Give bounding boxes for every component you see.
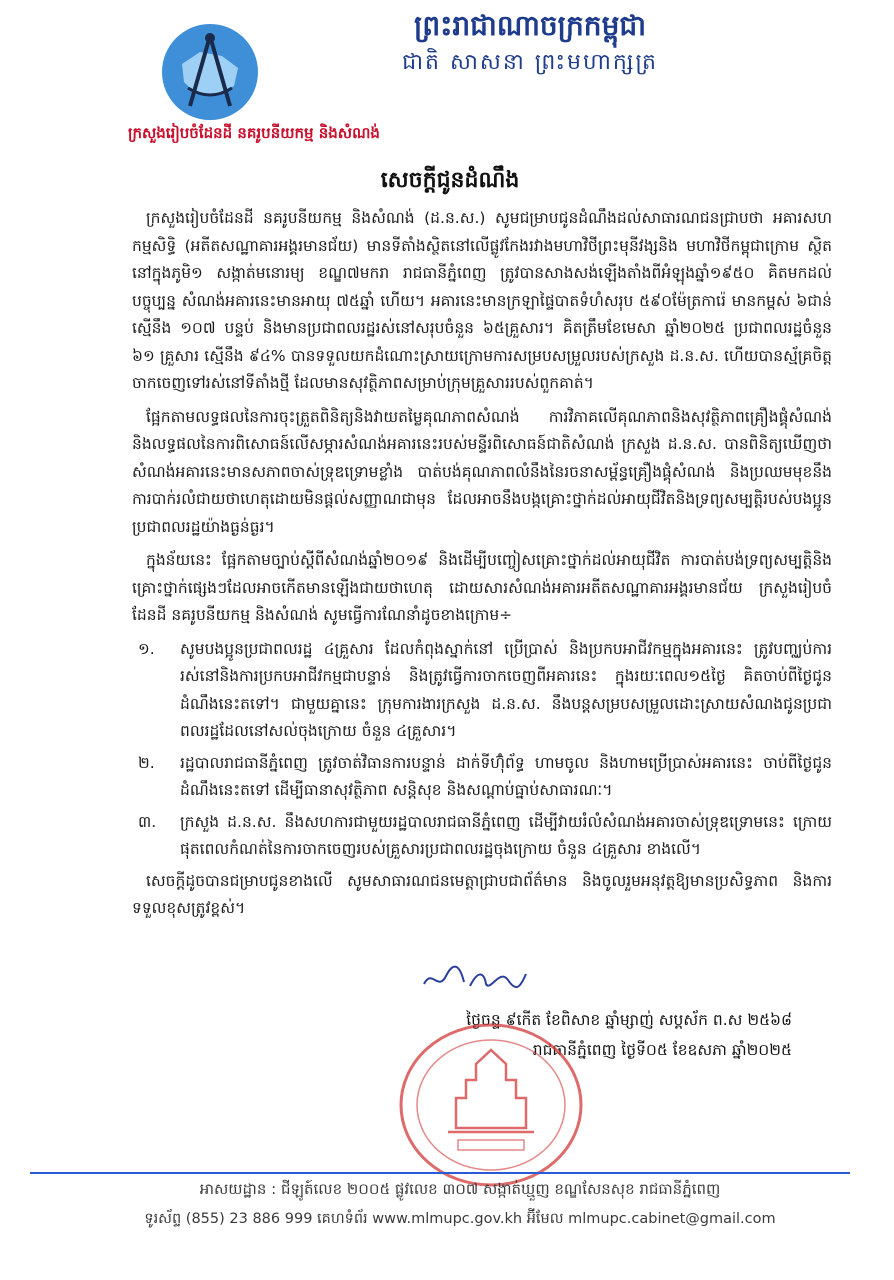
footer-contact: ទូរស័ព្ទ (855) 23 886 999 គេហទំព័រ www.mlmupc.gov.kh អ៊ីមែល mlmupc.cabinet@gmail.com: [144, 1211, 776, 1227]
paragraph-intro: ក្រសួងរៀបចំដែនដី នគរូបនីយកម្ម និងសំណង់ (ដ.ន.ស.) សូមជម្រាបជូនដំណឹងដល់សាធារណជនជ្រាបថា អគារសហកម្មសិទ្ធិ (អតីតសណ្ឋាគារអង្គរមានជ័យ) មានទីតាំងស្ថិតនៅលើផ្លូវកែងរវាងមហាវិថីព្រះមុនីវង្សនិង មហាវិថីកម្ពុជាក្រោម ស្ថិតនៅក្នុងភូមិ១ សង្កាត់មនោរម្យ ខណ្ឌ៧មករា រាជធានីភ្នំពេញ ត្រូវបានសាងសង់ឡើងតាំងពីអំឡុងឆ្នាំ១៩៥០ គិតមកដល់បច្ចុប្បន្ន សំណង់អគារនេះមានអាយុ ៧៥ឆ្នាំ ហើយ។ អគារនេះមានក្រឡាផ្ទៃបាតទំហំសរុប ៥៩០ម៉ែត្រការ៉េ មានកម្ពស់ ៦ជាន់ ស្មើនឹង ១០៧ បន្ទប់ និងមានប្រជាពលរដ្ឋរស់នៅសរុបចំនួន ៦៥គ្រួសារ។ គិតត្រឹមខែមេសា ឆ្នាំ២០២៥ ប្រជាពលរដ្ឋចំនួន ៦១ គ្រួសារ ស្មើនឹង ៩៤% បានទទួលយកដំណោះស្រាយក្រោមការសម្របសម្រួលរបស់ក្រសួង ដ.ន.ស. ហើយបានស្ម័គ្រចិត្តចាកចេញទៅរស់នៅទីតាំងថ្មី ដែលមានសុវត្ថិភាពសម្រាប់ក្រុមគ្រួសាររបស់ពួកគាត់។: [132, 209, 832, 392]
solar-date: រាជធានីភ្នំពេញ ថ្ងៃទី០៥ ខែឧសភា ឆ្នាំ២០២៥: [532, 1041, 792, 1059]
official-seal: [396, 1020, 586, 1190]
document-title: សេចក្ដីជូនដំណឹង: [380, 168, 520, 193]
kingdom-heading: ព្រះរាជាណាចក្រកម្ពុជា: [413, 9, 646, 42]
document-body: [132, 205, 832, 929]
national-motto: ជាតិ សាសនា ព្រះមហាក្សត្រ: [402, 50, 658, 75]
list-item-number: ១.: [138, 639, 155, 658]
list-item-text: សូមបងប្អូនប្រជាពលរដ្ឋ ៤គ្រួសារ ដែលកំពុងស្នាក់នៅ ប្រើប្រាស់ និងប្រកបអាជីវកម្មក្នុងអគារនេះ ត្រូវបញ្ឈប់ការរស់នៅនិងការប្រកបអាជីវកម្មជាបន្ទាន់ និងត្រូវធ្វើការចាកចេញពីអគារនេះ ក្នុងរយៈពេល១៥ថ្ងៃ គិតចាប់ពីថ្ងៃជូនដំណឹងនេះតទៅ។ ជាមួយគ្នានេះ ក្រុមការងារក្រសួង ដ.ន.ស. នឹងបន្តសម្របសម្រួលដោះស្រាយសំណងជូនប្រជាពលរដ្ឋដែលនៅសល់ចុងក្រោយ ចំនួន ៤គ្រួសារ។: [180, 639, 832, 740]
ministry-logo: [160, 22, 260, 122]
list-item: [132, 636, 832, 746]
signature-mark: [420, 962, 530, 996]
ministry-name: ក្រសួងរៀបចំដែនដី នគរូបនីយកម្ម និងសំណង់: [128, 124, 380, 142]
list-item-text: ក្រសួង ដ.ន.ស. នឹងសហការជាមួយរដ្ឋបាលរាជធានីភ្នំពេញ ដើម្បីវាយរំលំសំណង់អគារចាស់ទ្រុឌទ្រោមនេះ ក្រោយផុតពេលកំណត់នៃការចាកចេញរបស់គ្រួសារប្រជាពលរដ្ឋចុងក្រោយ ចំនួន ៤គ្រួសារ ខាងលើ។: [180, 812, 832, 858]
list-item: [132, 809, 832, 864]
list-item-number: ៣.: [138, 812, 157, 831]
lunar-date: ថ្ងៃចន្ទ ៩កើត ខែពិសាខ ឆ្នាំម្សាញ់ សប្តស័ក ព.ស ២៥៦៨: [466, 1011, 792, 1029]
list-item: [132, 750, 832, 805]
list-item-number: ២.: [138, 753, 155, 772]
paragraph-instructions: ក្នុងន័យនេះ ផ្អែកតាមច្បាប់ស្ដីពីសំណង់ឆ្នាំ២០១៩ និងដើម្បីបញ្ចៀសគ្រោះថ្នាក់ដល់អាយុជីវិត ការបាត់បង់ទ្រព្យសម្បត្តិនិងគ្រោះថ្នាក់ផ្សេងៗដែលអាចកើតមានឡើងជាយថាហេតុ ដោយសារសំណង់អគារអតីតសណ្ឋាគារអង្គរមានជ័យ ក្រសួងរៀបចំដែនដី នគរូបនីយកម្ម និងសំណង់ សូមធ្វើការណែនាំដូចខាងក្រោម÷: [132, 551, 832, 624]
paragraph-assessment: ផ្អែកតាមលទ្ធផលនៃការចុះត្រួតពិនិត្យនិងវាយតម្លៃគុណភាពសំណង់ ការវិភាគលើគុណភាពនិងសុវត្ថិភាពគ្រឿងផ្គុំសំណង់ និងលទ្ធផលនៃការពិសោធន៍លើសម្ភារសំណង់អគារនេះរបស់មន្ទីរពិសោធន៍ជាតិសំណង់ ក្រសួង ដ.ន.ស. បានពិនិត្យឃើញថា សំណង់អគារនេះមានសភាពចាស់ទ្រុឌទ្រោមខ្លាំង បាត់បង់គុណភាពលំនឹងនៃរចនាសម្ព័ន្ធគ្រឿងផ្គុំសំណង់ និងប្រឈមមុខនឹងការបាក់រលំជាយថាហេតុដោយមិនផ្ដល់សញ្ញាណជាមុន ដែលអាចនឹងបង្កគ្រោះថ្នាក់ដល់អាយុជីវិតនិងទ្រព្យសម្បត្តិរបស់បងប្អូនប្រជាពលរដ្ឋយ៉ាងធ្ងន់ធ្ងរ។: [132, 407, 832, 536]
footer-address: អាសយដ្ឋាន : ជីឡូត៍លេខ ២០០៥ ផ្លូវលេខ ៣០៧ សង្កាត់ឃ្មួញ ខណ្ឌសែនសុខ រាជធានីភ្នំពេញ: [199, 1180, 721, 1198]
list-item-text: រដ្ឋបាលរាជធានីភ្នំពេញ ត្រូវចាត់វិធានការបន្ទាន់ ដាក់ទីហ៊ុំព័ទ្ធ ហាមចូល និងហាមប្រើប្រាស់អគារនេះ ចាប់ពីថ្ងៃជូនដំណឹងនេះតទៅ ដើម្បីធានាសុវត្ថិភាព សន្តិសុខ និងសណ្ដាប់ធ្នាប់សាធារណៈ។: [180, 753, 832, 799]
footer-divider: [30, 1172, 850, 1174]
paragraph-closing: សេចក្ដីដូចបានជម្រាបជូនខាងលើ សូមសាធារណជនមេត្តាជ្រាបជាព័ត៌មាន និងចូលរួមអនុវត្តឱ្យមានប្រសិទ្ធភាព និងការទទួលខុសត្រូវខ្ពស់។: [132, 871, 832, 917]
